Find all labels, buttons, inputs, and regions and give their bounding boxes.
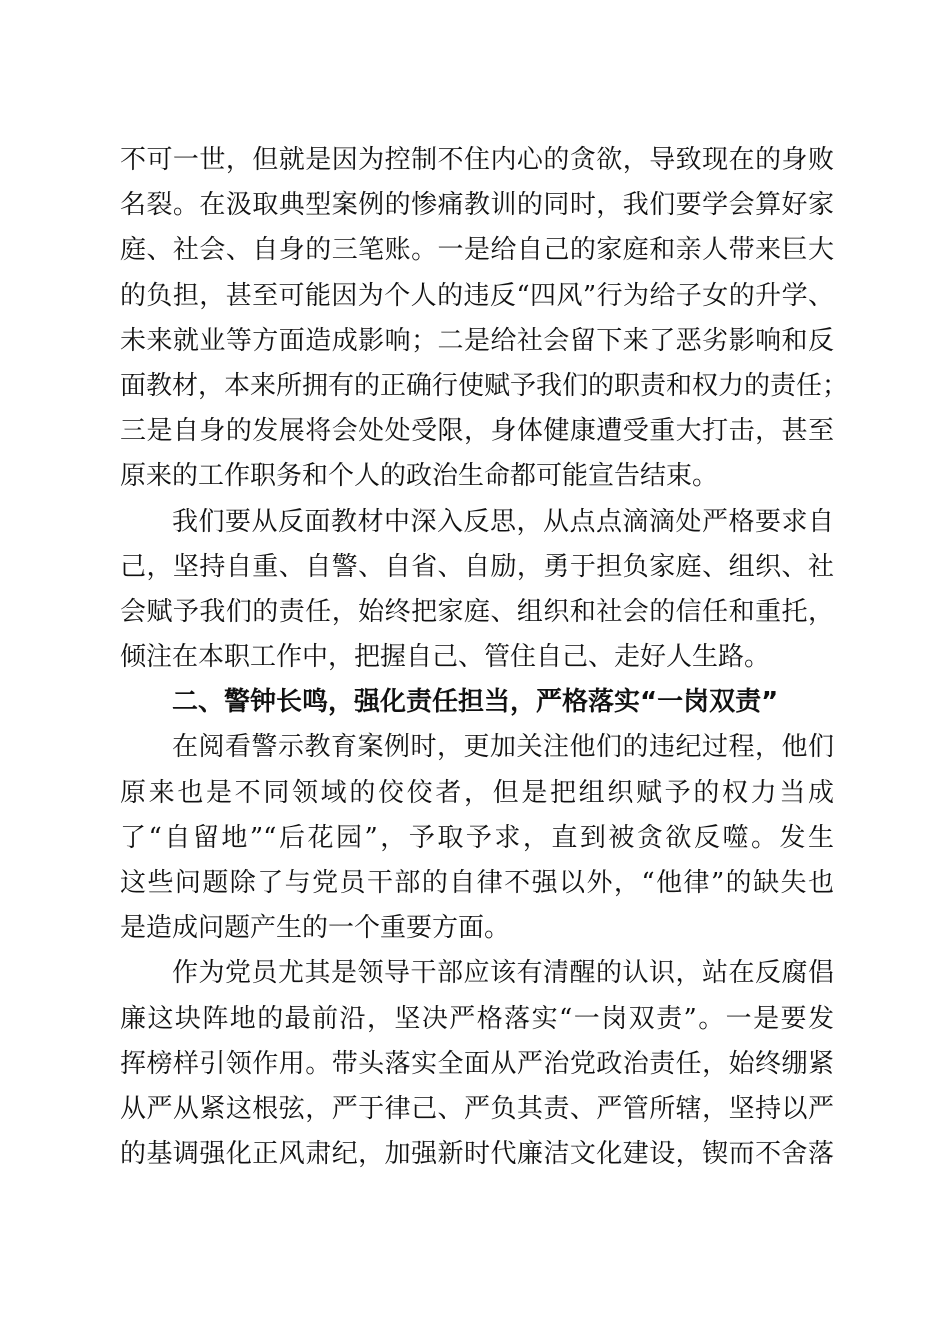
text-line: 在阅看警示教育案例时，更加关注他们的违纪过程，他们: [172, 732, 834, 763]
text-line: 廉这块阵地的最前沿，坚决严格落实“一岗双责”。一是要发: [120, 1003, 834, 1034]
text-line: 未来就业等方面造成影响；二是给社会留下来了恶劣影响和反: [120, 325, 834, 356]
text-line: 的负担，甚至可能因为个人的违反“四风”行为给子女的升学、: [120, 280, 834, 311]
text-line: 三是自身的发展将会处处受限，身体健康遭受重大打击，甚至: [120, 416, 834, 447]
text-line: 会赋予我们的责任，始终把家庭、组织和社会的信任和重托，: [120, 596, 834, 627]
text-line: 倾注在本职工作中，把握自己、管住自己、走好人生路。: [120, 642, 771, 673]
text-line: 的基调强化正风肃纪，加强新时代廉洁文化建设，锲而不舍落: [120, 1139, 834, 1170]
text-line: 庭、社会、自身的三笔账。一是给自己的家庭和亲人带来巨大: [120, 235, 834, 266]
text-line: 是造成问题产生的一个重要方面。: [120, 913, 511, 944]
text-line: 我们要从反面教材中深入反思，从点点滴滴处严格要求自: [172, 506, 834, 537]
text-line: 面教材，本来所拥有的正确行使赋予我们的职责和权力的责任；: [120, 370, 849, 401]
text-line: 原来的工作职务和个人的政治生命都可能宣告结束。: [120, 461, 719, 492]
text-line: 挥榜样引领作用。带头落实全面从严治党政治责任，始终绷紧: [120, 1048, 834, 1079]
text-line: 从严从紧这根弦，严于律己、严负其责、严管所辖，坚持以严: [120, 1093, 834, 1124]
text-line: 了“自留地”“后花园”，予取予求，直到被贪欲反噬。发生: [120, 822, 834, 853]
section-heading: 二、警钟长鸣，强化责任担当，严格落实“一岗双责”: [172, 687, 779, 718]
text-line: 这些问题除了与党员干部的自律不强以外，“他律”的缺失也: [120, 868, 834, 898]
text-line: 不可一世，但就是因为控制不住内心的贪欲，导致现在的身败: [120, 145, 834, 175]
text-line: 名裂。在汲取典型案例的惨痛教训的同时，我们要学会算好家: [120, 190, 834, 221]
document-body: [120, 138, 849, 1177]
text-line: 作为党员尤其是领导干部应该有清醒的认识，站在反腐倡: [172, 958, 834, 989]
text-line: 原来也是不同领域的佼佼者，但是把组织赋予的权力当成: [120, 777, 834, 808]
text-line: 己，坚持自重、自警、自省、自励，勇于担负家庭、组织、社: [120, 551, 834, 582]
